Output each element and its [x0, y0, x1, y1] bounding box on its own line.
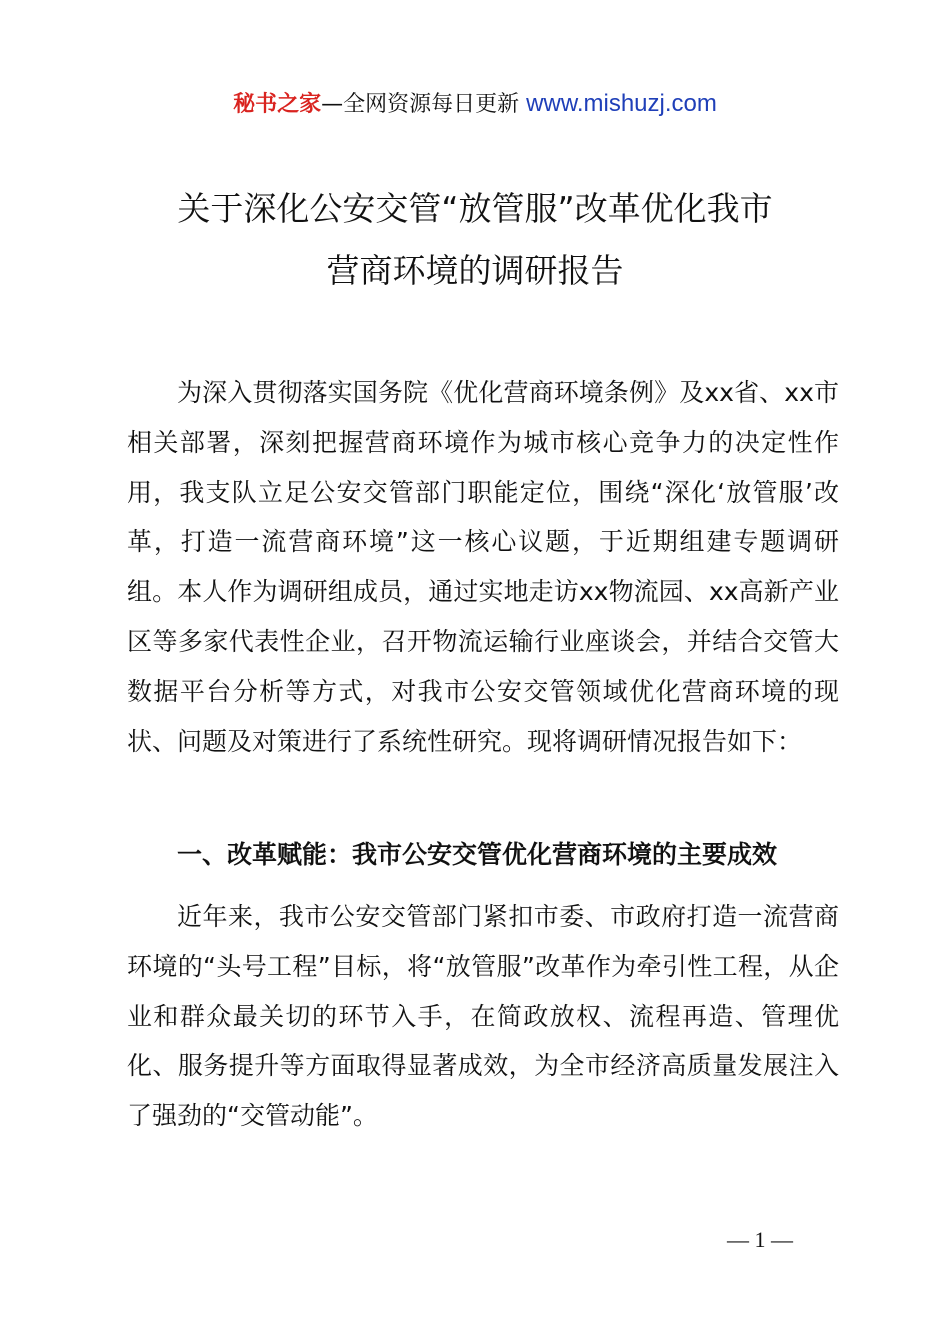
site-banner — [0, 86, 950, 123]
title-line-1: 关于深化公安交管“放管服”改革优化我市 — [177, 189, 773, 228]
site-name: 秘书之家 — [233, 92, 322, 117]
site-url-link[interactable]: www.mishuzj.com — [526, 90, 717, 117]
title-line-2: 营商环境的调研报告 — [326, 251, 624, 290]
section-heading-1: 一、改革赋能：我市公安交管优化营商环境的主要成效 — [177, 840, 778, 869]
document-title — [100, 178, 850, 302]
page-number: — 1 — — [727, 1227, 793, 1252]
site-tagline: —全网资源每日更新 — [321, 92, 527, 117]
intro-paragraph: 为深入贯彻落实国务院《优化营商环境条例》及xx省、xx市相关部署，深刻把握营商环境作为城市核心竞争力的决定性作用，我支队立足公安交管部门职能定位，围绕“深化‘放管服’改革，打造一流营商环境”这一核心议题，于近期组建专题调研组。本人作为调研组成员，通过实地走访xx物流园、xx高新产业区等多家代表性企业，召开物流运输行业座谈会，并结合交管大数据平台分析等方式，对我市公安交管领域优化营商环境的现状、问题及对策进行了系统性研究。现将调研情况报告如下： — [127, 378, 839, 756]
section-1-paragraph: 近年来，我市公安交管部门紧扣市委、市政府打造一流营商环境的“头号工程”目标，将“放管服”改革作为牵引性工程，从企业和群众最关切的环节入手，在简政放权、流程再造、管理优化、服务提升等方面取得显著成效，为全市经济高质量发展注入了强劲的“交管动能”。 — [127, 902, 839, 1131]
